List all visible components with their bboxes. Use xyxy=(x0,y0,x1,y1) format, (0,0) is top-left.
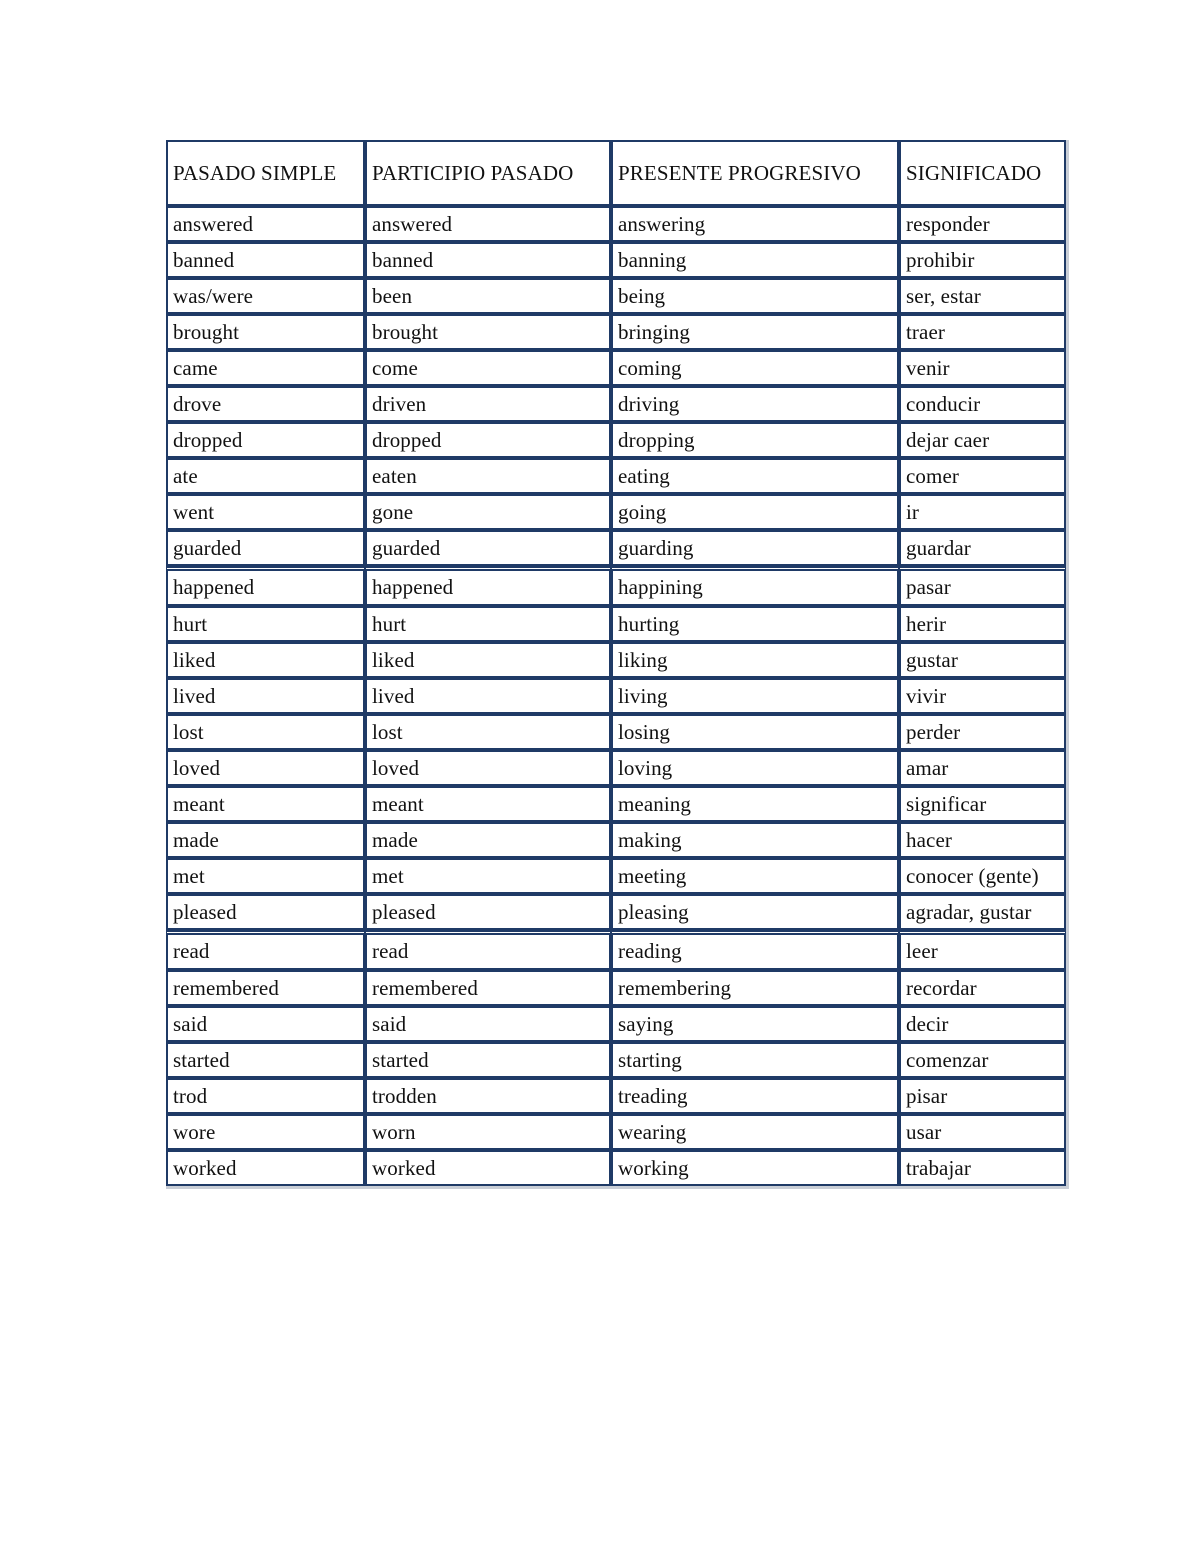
cell-significado: venir xyxy=(899,350,1066,386)
header-pasado-simple: PASADO SIMPLE xyxy=(166,140,365,206)
cell-participio-pasado: guarded xyxy=(365,530,611,566)
cell-pasado-simple: pleased xyxy=(166,894,365,930)
cell-pasado-simple: said xyxy=(166,1006,365,1042)
cell-presente-progresivo: eating xyxy=(611,458,899,494)
table-header-row xyxy=(166,140,1066,206)
cell-participio-pasado: liked xyxy=(365,642,611,678)
cell-participio-pasado: loved xyxy=(365,750,611,786)
table-row xyxy=(166,1042,1066,1078)
cell-participio-pasado: lived xyxy=(365,678,611,714)
cell-presente-progresivo: treading xyxy=(611,1078,899,1114)
cell-participio-pasado: hurt xyxy=(365,606,611,642)
cell-participio-pasado: been xyxy=(365,278,611,314)
cell-pasado-simple: loved xyxy=(166,750,365,786)
cell-presente-progresivo: answering xyxy=(611,206,899,242)
table-row xyxy=(166,206,1066,242)
cell-presente-progresivo: starting xyxy=(611,1042,899,1078)
table-row xyxy=(166,278,1066,314)
table-row xyxy=(166,530,1066,566)
table-row xyxy=(166,642,1066,678)
cell-participio-pasado: worn xyxy=(365,1114,611,1150)
cell-significado: conducir xyxy=(899,386,1066,422)
cell-significado: pisar xyxy=(899,1078,1066,1114)
cell-significado: dejar caer xyxy=(899,422,1066,458)
cell-pasado-simple: guarded xyxy=(166,530,365,566)
cell-significado: prohibir xyxy=(899,242,1066,278)
cell-presente-progresivo: banning xyxy=(611,242,899,278)
cell-participio-pasado: banned xyxy=(365,242,611,278)
cell-pasado-simple: read xyxy=(166,930,365,970)
cell-participio-pasado: driven xyxy=(365,386,611,422)
cell-pasado-simple: came xyxy=(166,350,365,386)
cell-presente-progresivo: working xyxy=(611,1150,899,1186)
cell-presente-progresivo: going xyxy=(611,494,899,530)
table-row xyxy=(166,458,1066,494)
cell-participio-pasado: pleased xyxy=(365,894,611,930)
cell-significado: pasar xyxy=(899,566,1066,606)
cell-significado: traer xyxy=(899,314,1066,350)
cell-participio-pasado: made xyxy=(365,822,611,858)
table-row xyxy=(166,314,1066,350)
table-row xyxy=(166,1114,1066,1150)
table-row xyxy=(166,970,1066,1006)
cell-pasado-simple: went xyxy=(166,494,365,530)
cell-pasado-simple: hurt xyxy=(166,606,365,642)
cell-participio-pasado: worked xyxy=(365,1150,611,1186)
cell-significado: trabajar xyxy=(899,1150,1066,1186)
cell-participio-pasado: trodden xyxy=(365,1078,611,1114)
cell-pasado-simple: happened xyxy=(166,566,365,606)
cell-pasado-simple: dropped xyxy=(166,422,365,458)
table-row xyxy=(166,822,1066,858)
cell-pasado-simple: trod xyxy=(166,1078,365,1114)
table-row xyxy=(166,566,1066,606)
table-row xyxy=(166,750,1066,786)
cell-presente-progresivo: saying xyxy=(611,1006,899,1042)
table-row xyxy=(166,1078,1066,1114)
table-row xyxy=(166,386,1066,422)
cell-presente-progresivo: reading xyxy=(611,930,899,970)
table-row xyxy=(166,786,1066,822)
cell-presente-progresivo: coming xyxy=(611,350,899,386)
table-row xyxy=(166,858,1066,894)
cell-presente-progresivo: happining xyxy=(611,566,899,606)
cell-presente-progresivo: making xyxy=(611,822,899,858)
cell-pasado-simple: was/were xyxy=(166,278,365,314)
cell-significado: vivir xyxy=(899,678,1066,714)
cell-pasado-simple: met xyxy=(166,858,365,894)
cell-pasado-simple: ate xyxy=(166,458,365,494)
cell-significado: herir xyxy=(899,606,1066,642)
verb-conjugation-table xyxy=(166,140,1066,1186)
cell-participio-pasado: dropped xyxy=(365,422,611,458)
cell-significado: hacer xyxy=(899,822,1066,858)
cell-presente-progresivo: meeting xyxy=(611,858,899,894)
cell-pasado-simple: meant xyxy=(166,786,365,822)
cell-presente-progresivo: hurting xyxy=(611,606,899,642)
cell-presente-progresivo: pleasing xyxy=(611,894,899,930)
cell-pasado-simple: worked xyxy=(166,1150,365,1186)
header-participio-pasado: PARTICIPIO PASADO xyxy=(365,140,611,206)
cell-pasado-simple: remembered xyxy=(166,970,365,1006)
cell-presente-progresivo: wearing xyxy=(611,1114,899,1150)
cell-significado: comer xyxy=(899,458,1066,494)
cell-significado: perder xyxy=(899,714,1066,750)
table-row xyxy=(166,930,1066,970)
table-row xyxy=(166,678,1066,714)
cell-significado: agradar, gustar xyxy=(899,894,1066,930)
table-row xyxy=(166,1006,1066,1042)
cell-pasado-simple: lost xyxy=(166,714,365,750)
cell-significado: responder xyxy=(899,206,1066,242)
cell-presente-progresivo: dropping xyxy=(611,422,899,458)
table-row xyxy=(166,422,1066,458)
cell-presente-progresivo: losing xyxy=(611,714,899,750)
cell-significado: conocer (gente) xyxy=(899,858,1066,894)
table-row xyxy=(166,1150,1066,1186)
cell-participio-pasado: come xyxy=(365,350,611,386)
cell-significado: comenzar xyxy=(899,1042,1066,1078)
cell-pasado-simple: drove xyxy=(166,386,365,422)
table-row xyxy=(166,350,1066,386)
header-significado: SIGNIFICADO xyxy=(899,140,1066,206)
cell-presente-progresivo: loving xyxy=(611,750,899,786)
table-row xyxy=(166,894,1066,930)
cell-participio-pasado: gone xyxy=(365,494,611,530)
table-row xyxy=(166,714,1066,750)
cell-pasado-simple: started xyxy=(166,1042,365,1078)
cell-pasado-simple: answered xyxy=(166,206,365,242)
cell-participio-pasado: lost xyxy=(365,714,611,750)
cell-significado: significar xyxy=(899,786,1066,822)
cell-presente-progresivo: remembering xyxy=(611,970,899,1006)
verb-table-container xyxy=(166,140,1069,1189)
cell-significado: recordar xyxy=(899,970,1066,1006)
cell-pasado-simple: brought xyxy=(166,314,365,350)
header-presente-progresivo: PRESENTE PROGRESIVO xyxy=(611,140,899,206)
cell-participio-pasado: brought xyxy=(365,314,611,350)
cell-significado: gustar xyxy=(899,642,1066,678)
cell-presente-progresivo: meaning xyxy=(611,786,899,822)
cell-significado: leer xyxy=(899,930,1066,970)
cell-significado: decir xyxy=(899,1006,1066,1042)
cell-participio-pasado: remembered xyxy=(365,970,611,1006)
cell-presente-progresivo: driving xyxy=(611,386,899,422)
cell-significado: usar xyxy=(899,1114,1066,1150)
cell-presente-progresivo: living xyxy=(611,678,899,714)
cell-presente-progresivo: being xyxy=(611,278,899,314)
cell-participio-pasado: eaten xyxy=(365,458,611,494)
cell-participio-pasado: started xyxy=(365,1042,611,1078)
cell-pasado-simple: wore xyxy=(166,1114,365,1150)
cell-pasado-simple: made xyxy=(166,822,365,858)
cell-pasado-simple: banned xyxy=(166,242,365,278)
cell-participio-pasado: met xyxy=(365,858,611,894)
cell-presente-progresivo: liking xyxy=(611,642,899,678)
cell-pasado-simple: lived xyxy=(166,678,365,714)
cell-participio-pasado: said xyxy=(365,1006,611,1042)
cell-participio-pasado: meant xyxy=(365,786,611,822)
cell-participio-pasado: answered xyxy=(365,206,611,242)
table-row xyxy=(166,494,1066,530)
cell-participio-pasado: happened xyxy=(365,566,611,606)
cell-significado: amar xyxy=(899,750,1066,786)
table-row xyxy=(166,606,1066,642)
cell-significado: guardar xyxy=(899,530,1066,566)
cell-presente-progresivo: bringing xyxy=(611,314,899,350)
cell-participio-pasado: read xyxy=(365,930,611,970)
cell-pasado-simple: liked xyxy=(166,642,365,678)
table-row xyxy=(166,242,1066,278)
cell-significado: ser, estar xyxy=(899,278,1066,314)
cell-presente-progresivo: guarding xyxy=(611,530,899,566)
cell-significado: ir xyxy=(899,494,1066,530)
